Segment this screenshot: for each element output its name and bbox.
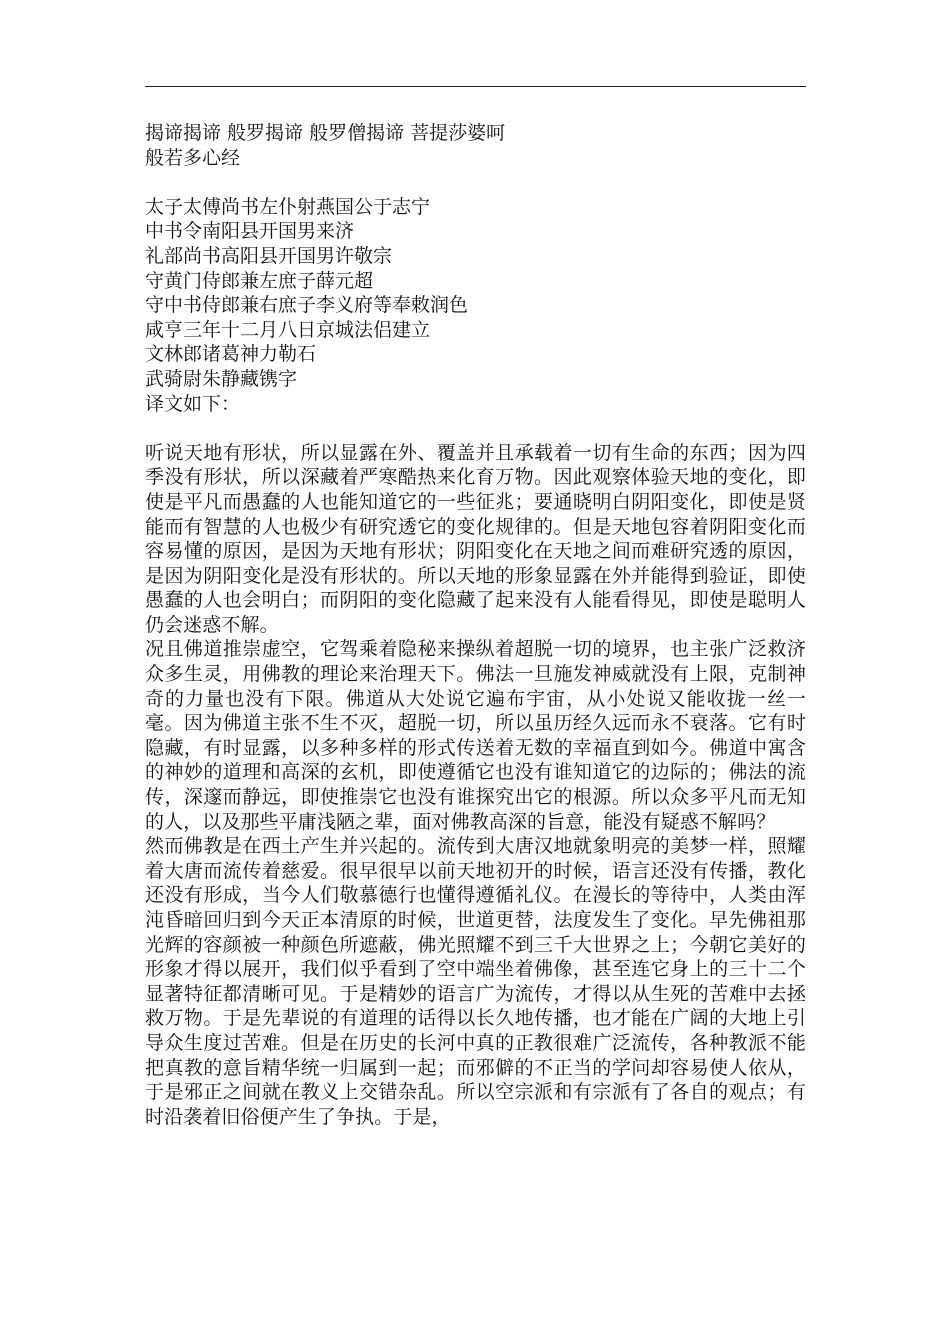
text-column [145,121,806,1129]
paragraph-heaven-earth: 听说天地有形状，所以显露在外、覆盖并且承载着一切有生命的东西；因为四季没有形状，所以深藏着严寒酷热来化育万物。因此观察体验天地的变化，即使是平凡而愚蠢的人也能知道它的一些征兆；要通晓明白阴阳变化，即使是贤能而有智慧的人也极少有研究透它的变化规律的。但是天地包容着阴阳变化而容易懂的原因，是因为天地有形状；阴阳变化在天地之间而难研究透的原因，是因为阴阳变化是没有形状的。所以天地的形象显露在外并能得到验证，即使愚蠢的人也会明白；而阴阳的变化隐藏了起来没有人能看得见，即使是聪明人仍会迷惑不解。 [145,441,806,636]
credit-line: 守中书侍郎兼右庶子李义府等奉敕润色 [145,294,469,317]
credit-line: 守黄门侍郎兼左庶子薛元超 [145,269,374,292]
credit-line: 咸亨三年十二月八日京城法侣建立 [145,318,431,341]
sutra-title: 般若多心经 [145,146,241,169]
credits-block [145,195,806,416]
paragraph-buddhist-way: 况且佛道推崇虚空，它驾乘着隐秘来操纵着超脱一切的境界，也主张广泛救济众多生灵，用佛教的理论来治理天下。佛法一旦施发神威就没有上限，克制神奇的力量也没有下限。佛道从大处说它遍布宇宙，从小处说又能收拢一丝一毫。因为佛道主张不生不灭，超脱一切，所以虽历经久远而永不衰落。它有时隐藏，有时显露，以多种多样的形式传送着无数的幸福直到如今。佛道中寓含的神妙的道理和高深的玄机，即使遵循它也没有谁知道它的边际的；佛法的流传，深邃而静远，即使推崇它也没有谁探究出它的根源。所以众多平凡而无知的人，以及那些平庸浅陋之辈，面对佛教高深的旨意，能没有疑惑不解吗？ [145,638,806,833]
mantra-line: 揭谛揭谛 般罗揭谛 般罗僧揭谛 菩提莎婆呵 [145,122,506,144]
credit-line: 中书令南阳县开国男来济 [145,220,355,243]
credit-line: 太子太傅尚书左仆射燕国公于志宁 [145,195,431,218]
credit-line: 文林郎诸葛神力勒石 [145,343,317,366]
credit-line: 礼部尚书高阳县开国男许敬宗 [145,244,393,267]
blank-line [145,416,806,441]
credit-line: 武骑尉朱静藏镌字 [145,367,298,390]
header-rule [145,86,806,87]
blank-line [145,170,806,195]
translation-heading: 译文如下： [145,392,241,415]
paragraph-western-origin: 然而佛教是在西土产生并兴起的。流传到大唐汉地就象明亮的美梦一样，照耀着大唐而流传着慈爱。很早很早以前天地初开的时候，语言还没有传播，教化还没有形成，当今人们敬慕德行也懂得遵循礼仪。在漫长的等待中，人类由浑沌昏暗回归到今天正本清原的时候，世道更替，法度发生了变化。早先佛祖那光辉的容颜被一种颜色所遮蔽，佛光照耀不到三千大世界之上；今朝它美好的形象才得以展开，我们似乎看到了空中端坐着佛像，甚至连它身上的三十二个显著特征都清晰可见。于是精妙的语言广为流传，才得以从生死的苦难中去拯救万物。于是先辈说的有道理的话得以长久地传播，也才能在广阔的大地上引导众生度过苦难。但是在历史的长河中真的正教很难广泛流传，各种教派不能把真教的意旨精华统一归属到一起；而邪僻的不正当的学问却容易使人依从，于是邪正之间就在教义上交错杂乱。所以空宗派和有宗派有了各自的观点；有时沿袭着旧俗便产生了争执。于是， [145,835,806,1128]
